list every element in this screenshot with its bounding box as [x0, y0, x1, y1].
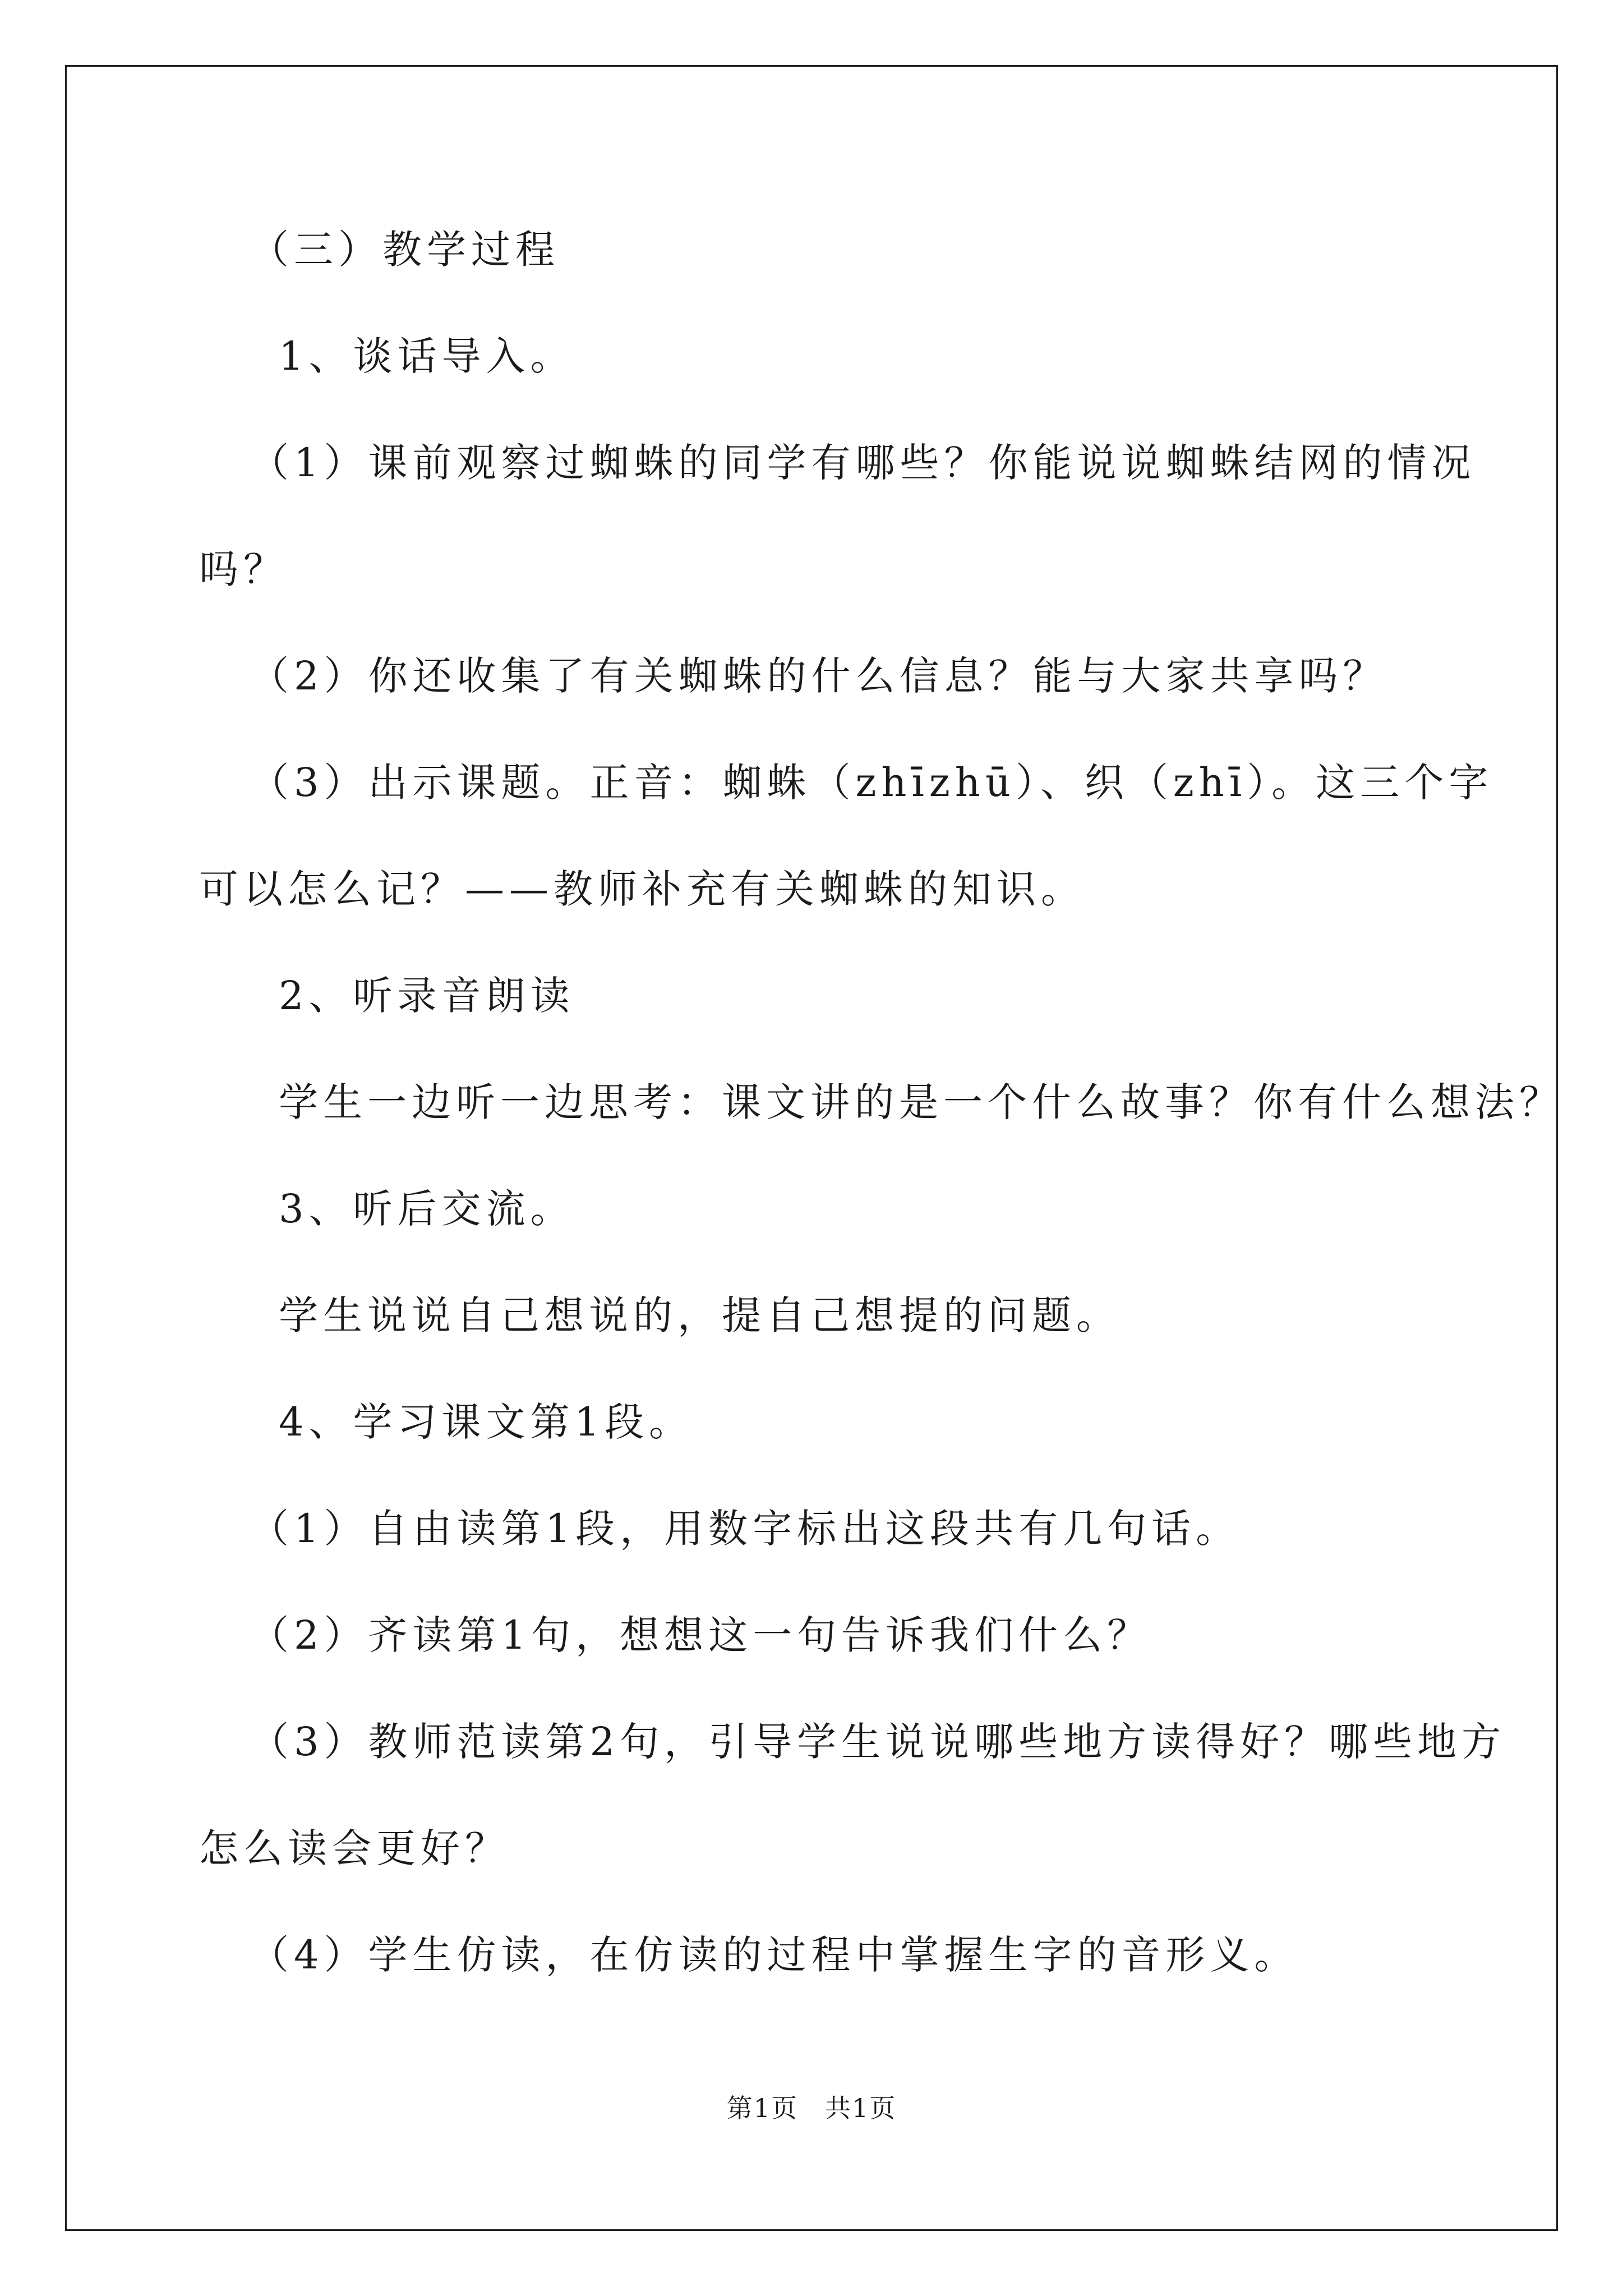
paragraph-line: 吗？	[199, 546, 288, 592]
paragraph-line: 怎么读会更好？	[199, 1825, 509, 1871]
paragraph-line: （3）教师范读第2句，引导学生说说哪些地方读得好？哪些地方	[250, 1719, 1506, 1765]
paragraph-line: 学生说说自己想说的，提自己想提的问题。	[279, 1292, 1121, 1338]
step-heading: 2、听录音朗读	[279, 973, 575, 1019]
paragraph-line: （3）出示课题。正音：蜘蛛（zhīzhū）、织（zhī）。这三个字	[250, 760, 1493, 806]
paragraph-line: （2）齐读第1句，想想这一句告诉我们什么？	[250, 1612, 1152, 1658]
paragraph-line: （1）课前观察过蜘蛛的同学有哪些？你能说说蜘蛛结网的情况	[250, 440, 1476, 486]
step-heading: 4、学习课文第1段。	[279, 1399, 694, 1445]
paragraph-line: （2）你还收集了有关蜘蛛的什么信息？能与大家共享吗？	[250, 653, 1387, 699]
paragraph-line: 学生一边听一边思考：课文讲的是一个什么故事？你有什么想法？	[279, 1079, 1564, 1125]
section-heading: （三）教学过程	[250, 227, 560, 273]
page-number-footer: 第1页 共1页	[726, 2093, 897, 2123]
step-heading: 1、谈话导入。	[279, 333, 575, 379]
paragraph-line: 可以怎么记？——教师补充有关蜘蛛的知识。	[199, 866, 1085, 912]
paragraph-line: （4）学生仿读，在仿读的过程中掌握生字的音形义。	[250, 1932, 1299, 1978]
paragraph-line: （1）自由读第1段，用数字标出这段共有几句话。	[250, 1506, 1241, 1552]
step-heading: 3、听后交流。	[279, 1186, 575, 1232]
